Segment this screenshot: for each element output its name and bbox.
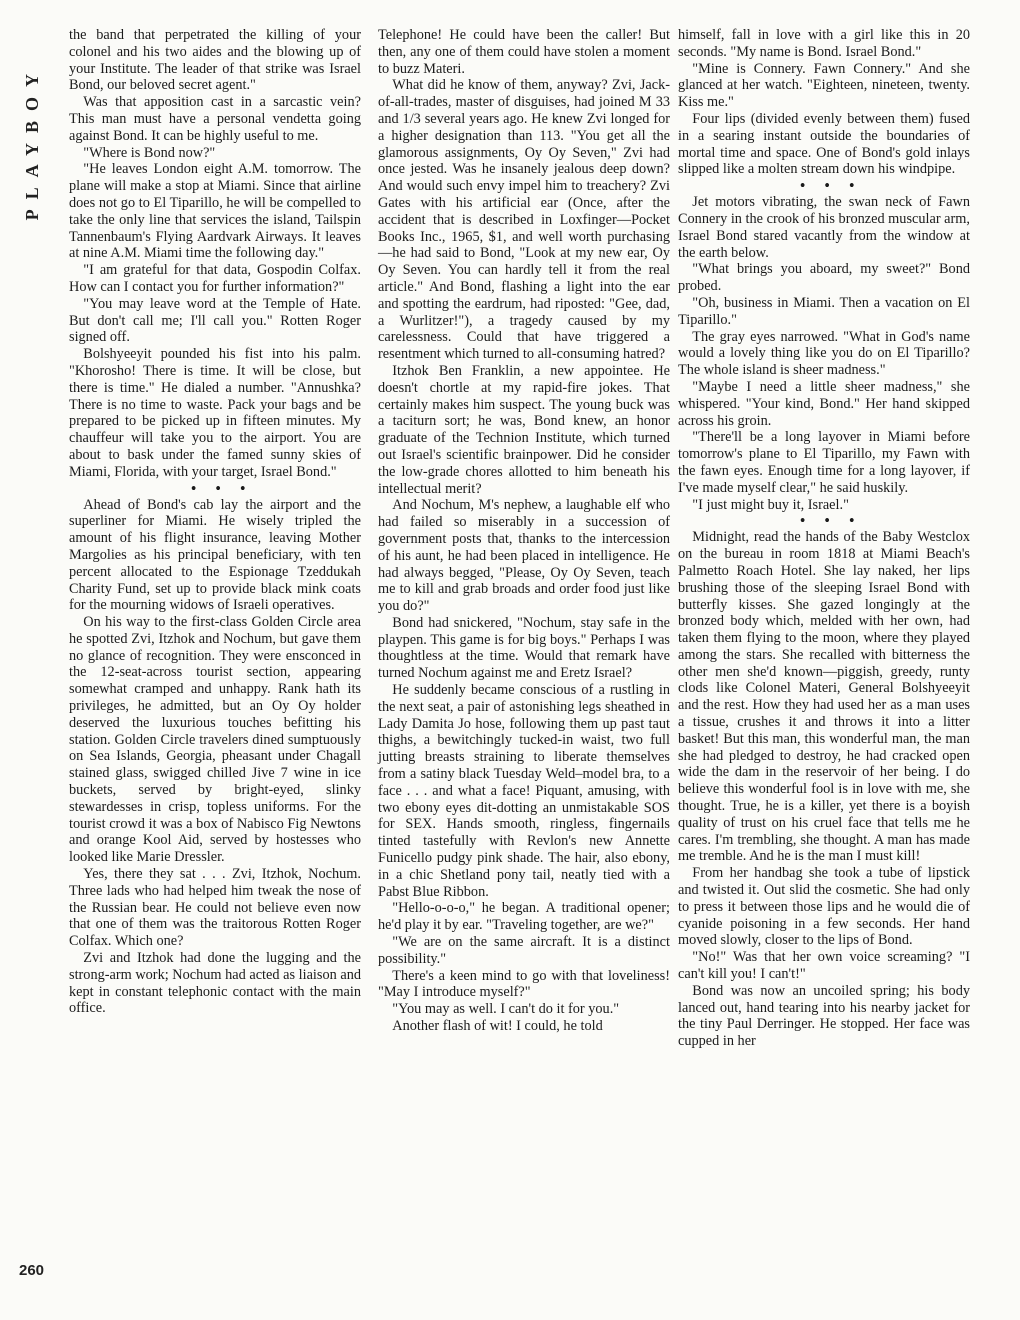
article-paragraph: There's a keen mind to go with that loveliness! "May I introduce myself?"	[378, 967, 670, 1001]
article-paragraph: "Maybe I need a little sheer madness," she whispered. "Your kind, Bond." Her hand skipped across his groin.	[678, 378, 970, 429]
article-paragraph: himself, fall in love with a girl like this in 20 seconds. "My name is Bond. Israel Bond."	[678, 27, 970, 60]
article-paragraph: Itzhok Ben Franklin, a new appointee. He doesn't chortle at my rapid-fire jokes. That certainly makes him suspect. The young buck was a taciturn sort; he was, Bond knew, an honor graduate of the Technion Institute, which turned out Israel's scientific brainpower. Did he consider the low-grade chores allotted to him beneath his intellectual merit?	[378, 362, 670, 497]
article-paragraph: Bolshyeeyit pounded his fist into his palm. "Khorosho! There is time. It will be close, but there is time." He dialed a number. "Annushka? There is no time to waste. Pack your bags and be prepared to be picked up in fifteen minutes. My chauffeur will take you to the airport. You are about to bask under the famed sunny skies of Miami, Florida, with your target, Israel Bond."	[69, 346, 361, 480]
article-paragraph: Another flash of wit! I could, he told	[392, 1018, 603, 1035]
text-column-1	[69, 27, 361, 1017]
article-paragraph: "He leaves London eight A.M. tomorrow. The plane will make a stop at Miami. Since that airline does not go to El Tiparillo, he will be compelled to take the only line that services the island, Tailspin Tannenbaum's Flying Aardvark Airways. It leaves at nine A.M. Miami time the following day."	[69, 161, 361, 262]
article-paragraph: Midnight, read the hands of the Baby Westclox on the bureau in room 1818 at Miami Beach's Palmetto Roach Hotel. She lay naked, her lips brushing those of the sleeping Israel Bond with butterfly kisses. She gazed longingly at the bronzed body which, melded with her own, had taken them flying to the moon, where they played among the stars. She recalled with bitterness the other men she'd known—piggish, greedy, runty clods like Colonel Materi, General Bolshyeeyit and the rest. How they had used her as a man uses a tissue, crushes it and throws it into a litter basket! But this man, this wonderful man, the man she had pledged to destroy, he had cracked open wide the dam in the reservoir of her being. I do believe this wonderful fool is in love with me, she thought. True, he is a killer, yet there is a boyish quality of trust on his cruel face that tells me he cares. I'm trembling, she thought. A man has made me tremble. And he is the man I must kill!	[678, 529, 970, 865]
article-paragraph: "No!" Was that her own voice screaming? "I can't kill you! I can't!"	[678, 949, 970, 983]
text-column-3	[678, 27, 970, 1050]
article-paragraph: Ahead of Bond's cab lay the airport and the superliner for Miami. He wisely tripled the amount of his flight insurance, leaving Mother Margolies as his principal beneficiary, with ten percent allocated to the Espionage Tzeddukah Charity Fund, set up to provide black mink coats for the mourning widows of Israeli operatives.	[69, 496, 361, 614]
article-paragraph: "I am grateful for that data, Gospodin Colfax. How can I contact you for further information?"	[69, 262, 361, 295]
article-paragraph: "You may leave word at the Temple of Hate. But don't call me; I'll call you." Rotten Roger signed off.	[69, 295, 361, 346]
article-paragraph: On his way to the first-class Golden Circle area he spotted Zvi, Itzhok and Nochum, but gave them no glance of recognition. They were ensconced in the 12-seat-across tourist section, appearing somewhat cramped and unhappy. Rank hath its privileges, he admitted, but an Oy Oy holder deserved the luxurious touches befitting his station. Golden Circle travelers dined sumptuously on Sea Islands, Georgia, pheasant under Chagall stained glass, swigged chilled Jive 7 wine in ice buckets, served by bright-eyed, slinky stewardesses in crisp, topless uniforms. For the tourist crowd it was a box of Nabisco Fig Newtons and orange Kool Aid, served by hostesses who looked like Marie Dressler.	[69, 614, 361, 866]
text-column-2	[378, 27, 670, 1035]
article-paragraph: From her handbag she took a tube of lipstick and twisted it. Out slid the cosmetic. She had only to press it between those lips and he would die of cyanide poisoning in a few seconds. Her hand moved slowly, closer to the lips of Bond.	[678, 865, 970, 949]
page-number: 260	[19, 1262, 45, 1279]
article-paragraph: Zvi and Itzhok had done the lugging and the strong-arm work; Nochum had acted as liaison and kept in constant telephonic contact with the main office.	[69, 950, 361, 1017]
article-paragraph: "We are on the same aircraft. It is a distinct possibility."	[378, 934, 670, 967]
article-paragraph: "You may as well. I can't do it for you."	[392, 1001, 620, 1018]
article-paragraph: He suddenly became conscious of a rustling in the next seat, a pair of astonishing legs sheathed in Lady Damita Jo hose, following them up past taut thighs, a bewitchingly tucked-in waist, two full jutting breasts straining to liberate themselves from a satiny black Tuesday Weld–model bra, to a face . . . and what a face! Piquant, amusing, with two ebony eyes dit-dotting an unmistakable SOS for SEX. Hands smooth, ringless, fingernails tinted tastefully with Revlon's new Annette Funicello pudgy pink shade. The hair, also ebony, in a chic Shetland pony tail, neatly tied with a Pabst Blue Ribbon.	[378, 682, 670, 900]
article-paragraph: Jet motors vibrating, the swan neck of Fawn Connery in the crook of his bronzed muscular arm, Israel Bond stared vacantly from the window at the earth below.	[678, 194, 970, 261]
article-paragraph: Yes, there they sat . . . Zvi, Itzhok, Nochum. Three lads who had helped him tweak the nose of the Russian bear. He could not believe even now that one of them was the traitorous Rotten Roger Colfax. Which one?	[69, 866, 361, 950]
article-paragraph: Telephone! He could have been the caller! But then, any one of them could have stolen a moment to buzz Materi.	[378, 27, 670, 77]
article-paragraph: "Mine is Connery. Fawn Connery." And she glanced at her watch. "Eighteen, nineteen, twenty. Kiss me."	[678, 60, 970, 111]
section-break: • • •	[800, 178, 863, 195]
article-paragraph: "Hello-o-o-o," he began. A traditional opener; he'd play it by ear. "Traveling together, are we?"	[378, 900, 670, 934]
article-paragraph: Bond was now an uncoiled spring; his body lanced out, hand tearing into his nearby jacket for the tiny Paul Derringer. He stopped. Her face was cupped in her	[678, 982, 970, 1050]
section-break: • • •	[800, 513, 863, 530]
article-paragraph: Was that apposition cast in a sarcastic vein? This man must have a personal vendetta going against Bond. It can be highly useful to me.	[69, 94, 361, 144]
article-paragraph: "I just might buy it, Israel."	[692, 496, 849, 513]
article-paragraph: "Oh, business in Miami. Then a vacation on El Tiparillo."	[678, 294, 970, 328]
article-paragraph: "Where is Bond now?"	[83, 144, 216, 161]
article-paragraph: the band that perpetrated the killing of your colonel and his two aides and the blowing up of your Institute. The leader of that strike was Israel Bond, our beloved secret agent."	[69, 27, 361, 94]
article-paragraph: And Nochum, M's nephew, a laughable elf who had failed so miserably in a succession of government posts that, thanks to the intercession of his aunt, he had been placed in intelligence. He had always begged, "Please, Oy Oy Seven, teach me to kill and grab broads and order food just like you do?"	[378, 497, 670, 615]
article-paragraph: "What brings you aboard, my sweet?" Bond probed.	[678, 261, 970, 295]
article-paragraph: What did he know of them, anyway? Zvi, Jack-of-all-trades, master of disguises, had joined M 33 and 1/3 several years ago. He knew Zvi longed for a higher designation than 113. "You get all the glamorous assignments, Oy Oy Seven," Zvi had once jested. Was he insanely jealous deep down? And would such envy impel him to treachery? Zvi Gates with his artificial ear (Once, after the accident that is described in Loxfinger—Pocket Books Inc., 1965, $1, and well worth purchasing—he had said to Bond, "Look at my new ear, Oy Oy Seven. You can hardly tell it from the real article." And Bond, flashing a light into the ear and spotting the eardrum, had riposted: "Gee, dad, a Wurlitzer!"), a tragedy caused by my carelessness. Could that have triggered a resentment which turned to all-consuming hatred?	[378, 77, 670, 363]
section-break: • • •	[191, 480, 254, 497]
article-paragraph: Bond had snickered, "Nochum, stay safe in the playpen. This game is for big boys." Perhaps I was thoughtless at the time. Would that remark have turned Nochum against me and Eretz Israel?	[378, 614, 670, 682]
playboy-logo: PLAYBOY	[22, 64, 42, 221]
article-paragraph: Four lips (divided evenly between them) fused in a searing instant outside the boundaries of mortal time and space. One of Bond's gold inlays slipped like a molten stream down his windpipe.	[678, 110, 970, 178]
article-paragraph: The gray eyes narrowed. "What in God's name would a lovely thing like you do on El Tiparillo? The whole island is sheer madness."	[678, 328, 970, 379]
article-paragraph: "There'll be a long layover in Miami before tomorrow's plane to El Tiparillo, my Fawn with the fawn eyes. Enough time for a long layover, if I've made myself clear," he said huskily.	[678, 429, 970, 496]
